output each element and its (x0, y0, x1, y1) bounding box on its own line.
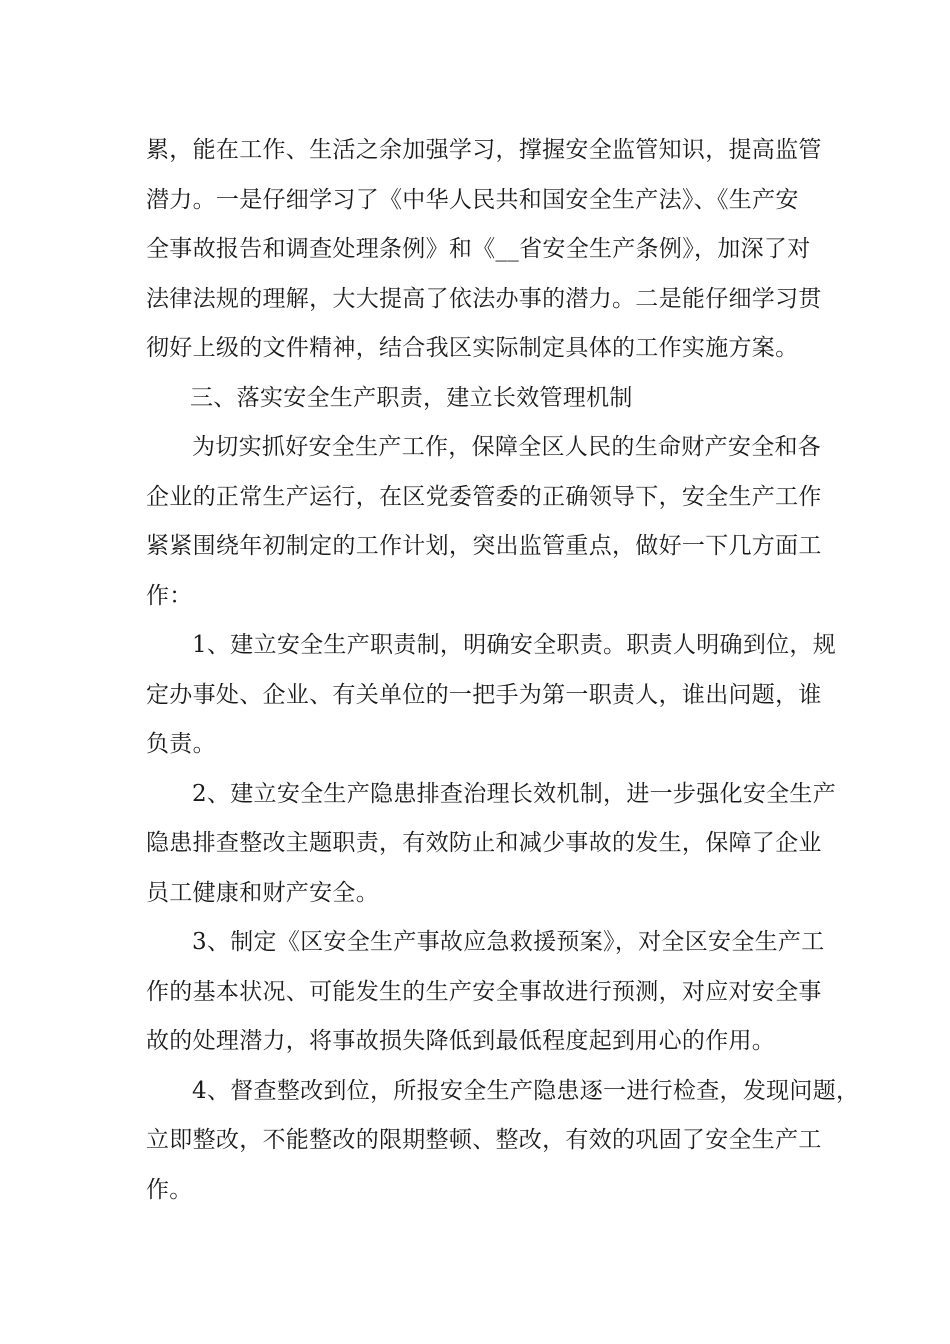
list-item-2 (146, 770, 837, 919)
document-body (146, 126, 860, 1215)
section-heading (146, 374, 826, 424)
text-line: 故的处理潜力，将事故损失降低到最低程度起到用心的作用。 (146, 1028, 776, 1054)
list-item-3 (146, 918, 826, 1067)
list-item-4 (146, 1067, 860, 1216)
text-line: 隐患排查整改主题职责，有效防止和减少事故的发生，保障了企业 (146, 830, 822, 856)
text-line: 作的基本状况、可能发生的生产安全事故进行预测，对应对安全事 (146, 978, 822, 1005)
text-line: 紧紧围绕年初制定的工作计划，突出监管重点，做好一下几方面工 (146, 533, 822, 559)
text-line: 4、督查整改到位，所报安全生产隐患逐一进行检查，发现问题， (192, 1077, 860, 1104)
paragraph-study (146, 126, 826, 374)
text-line: 潜力。一是仔细学习了《中华人民共和国安全生产法》、《生产安 (146, 186, 799, 213)
text-line: 2、建立安全生产隐患排查治理长效机制，进一步强化安全生产 (192, 780, 837, 807)
text-line: 法律法规的理解，大大提高了依法办事的潜力。二是能仔细学习贯 (146, 285, 822, 312)
text-line: 彻好上级的文件精神，结合我区实际制定具体的工作实施方案。 (146, 335, 799, 361)
text-line: 3、制定《区安全生产事故应急救援预案》，对全区安全生产工 (192, 929, 825, 955)
text-line: 1、建立安全生产职责制，明确安全职责。职责人明确到位，规 (192, 632, 837, 658)
text-line: 立即整改，不能整改的限期整顿、整改，有效的巩固了安全生产工 (146, 1127, 822, 1153)
heading-line: 三、落实安全生产职责，建立长效管理机制 (190, 384, 633, 411)
text-line: 全事故报告和调查处理条例》和《__省安全生产条例》，加深了对 (146, 236, 811, 262)
text-line: 为切实抓好安全生产工作，保障全区人民的生命财产安全和各 (192, 434, 822, 460)
text-line: 累，能在工作、生活之余加强学习，撑握安全监管知识，提高监管 (146, 137, 822, 163)
text-line: 定办事处、企业、有关单位的一把手为第一职责人，谁出问题，谁 (146, 681, 822, 708)
paragraph-intro (146, 423, 826, 621)
text-line: 员工健康和财产安全。 (146, 879, 379, 906)
list-item-1 (146, 621, 837, 770)
text-line: 作： (146, 582, 193, 609)
text-line: 作。 (146, 1176, 193, 1203)
text-line: 企业的正常生产运行，在区党委管委的正确领导下，安全生产工作 (146, 483, 822, 510)
text-line: 负责。 (146, 731, 216, 757)
